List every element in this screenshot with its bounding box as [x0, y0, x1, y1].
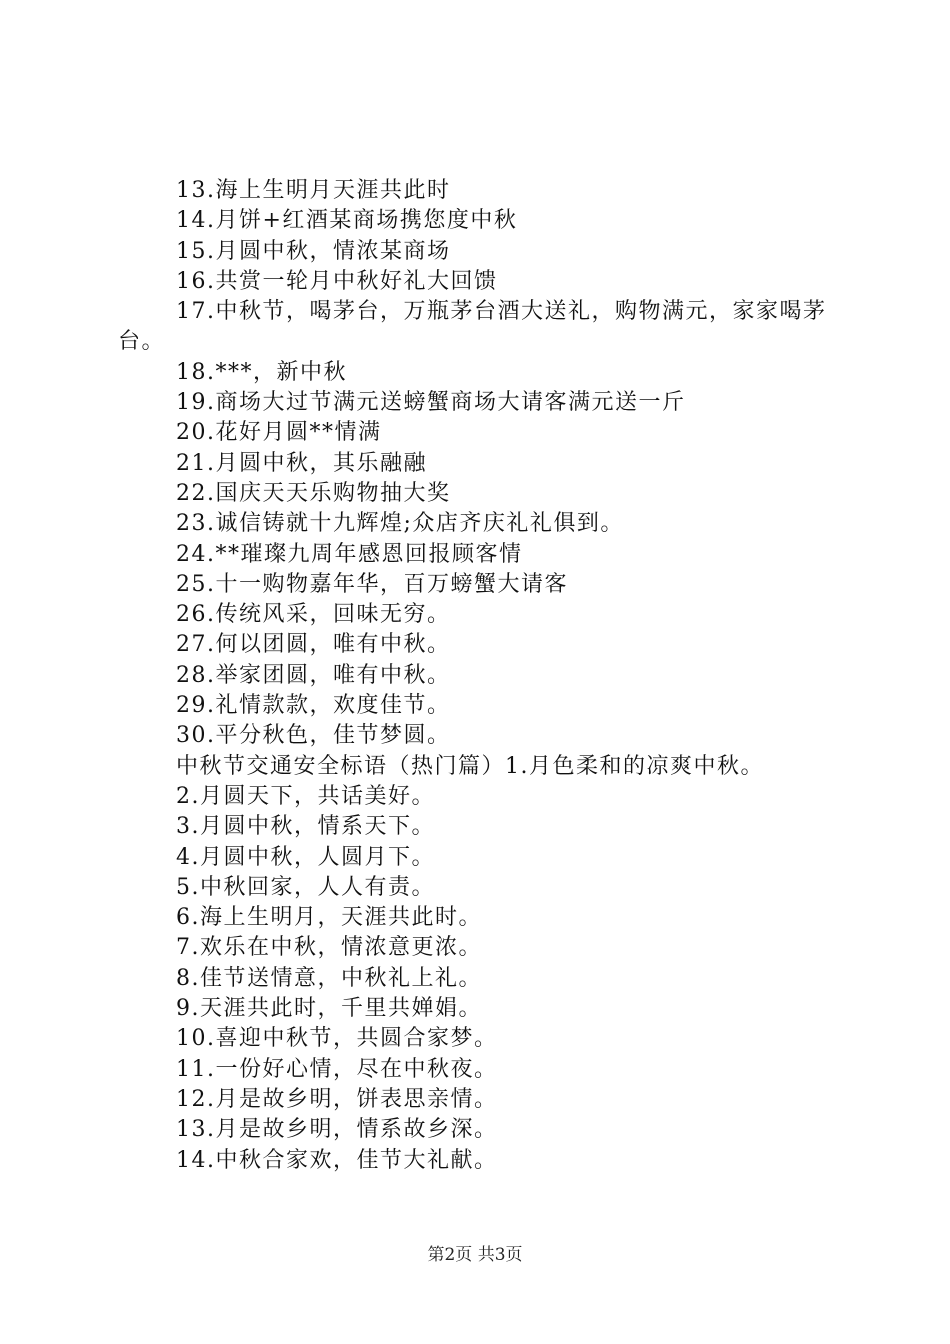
list-item: 3.月圆中秋，情系天下。 [176, 814, 435, 840]
list-item: 30.平分秋色，佳节梦圆。 [176, 723, 451, 749]
list-item: 16.共赏一轮月中秋好礼大回馈 [176, 268, 498, 294]
list-item: 18.***，新中秋 [176, 359, 347, 385]
list-item: 24.**璀璨九周年感恩回报顾客情 [176, 541, 523, 567]
list-item: 21.月圆中秋，其乐融融 [176, 450, 427, 476]
list-item: 25.十一购物嘉年华，百万螃蟹大请客 [176, 571, 568, 597]
list-item: 15.月圆中秋，情浓某商场 [176, 238, 451, 264]
list-item: 5.中秋回家，人人有责。 [176, 874, 435, 900]
section-heading: 中秋节交通安全标语（热门篇）1.月色柔和的凉爽中秋。 [176, 753, 764, 779]
list-item: 28.举家团圆，唯有中秋。 [176, 662, 451, 688]
list-item: 29.礼情款款，欢度佳节。 [176, 693, 451, 719]
list-item: 19.商场大过节满元送螃蟹商场大请客满元送一斤 [176, 390, 686, 416]
list-item: 8.佳节送情意，中秋礼上礼。 [176, 965, 482, 991]
list-item: 22.国庆天天乐购物抽大奖 [176, 480, 451, 506]
list-item: 13.月是故乡明，情系故乡深。 [176, 1117, 498, 1143]
page-number-footer: 第2页 共3页 [427, 1245, 523, 1265]
list-item: 10.喜迎中秋节，共圆合家梦。 [176, 1026, 498, 1052]
list-item: 7.欢乐在中秋，情浓意更浓。 [176, 935, 482, 961]
list-item: 23.诚信铸就十九辉煌;众店齐庆礼礼俱到。 [176, 511, 624, 537]
list-item: 20.花好月圆**情满 [176, 420, 382, 446]
list-item: 17.中秋节，喝茅台，万瓶茅台酒大送礼，购物满元，家家喝茅台。 [118, 299, 827, 355]
list-item: 6.海上生明月，天涯共此时。 [176, 905, 482, 931]
document-body [118, 176, 838, 1176]
list-item: 14.中秋合家欢，佳节大礼献。 [176, 1147, 498, 1173]
list-item: 2.月圆天下，共话美好。 [176, 783, 435, 809]
list-item: 27.何以团圆，唯有中秋。 [176, 632, 451, 658]
list-item: 14.月饼+红酒某商场携您度中秋 [176, 208, 518, 234]
list-item: 9.天涯共此时，千里共婵娟。 [176, 996, 482, 1022]
list-item: 13.海上生明月天涯共此时 [176, 178, 451, 203]
list-item: 26.传统风采，回味无穷。 [176, 602, 451, 628]
list-item: 12.月是故乡明，饼表思亲情。 [176, 1086, 498, 1112]
list-item: 4.月圆中秋，人圆月下。 [176, 844, 435, 870]
list-item: 11.一份好心情，尽在中秋夜。 [176, 1056, 498, 1082]
